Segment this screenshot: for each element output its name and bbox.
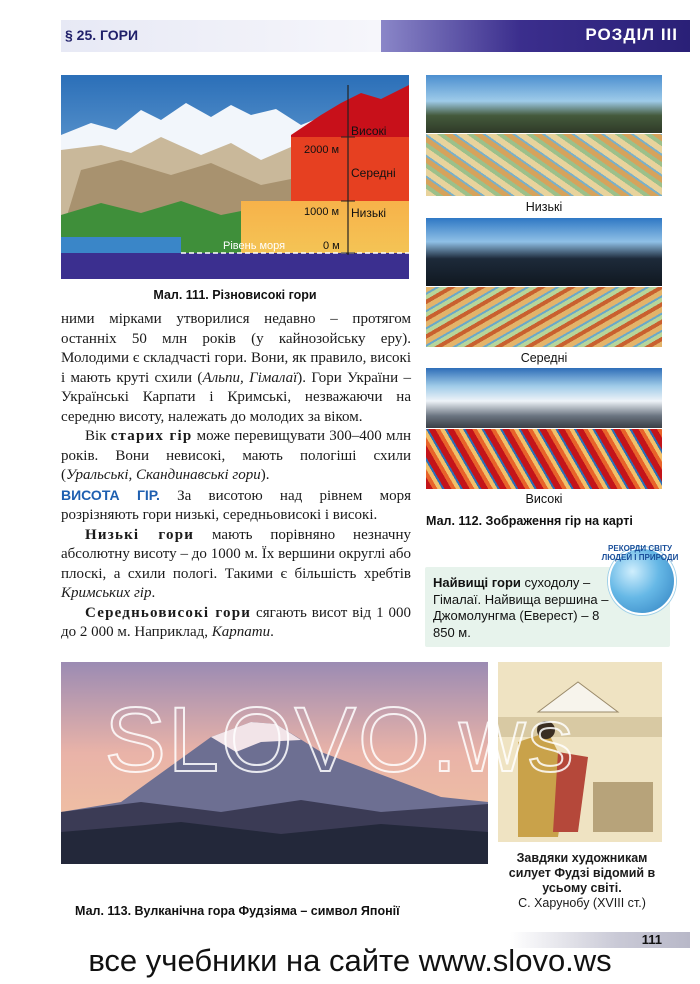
artwork-author: С. Харунобу (XVIII ст.) <box>518 896 646 910</box>
subheading-height: ВИСОТА ГІР. <box>61 486 160 503</box>
header-left-band <box>61 20 381 52</box>
figure-112-caption: Мал. 112. Зображення гір на карті <box>426 514 633 528</box>
paragraph-3: ВИСОТА ГІР. За висотою над рівнем моря розрізняють гори низькі, середньовисокі і високі. <box>61 486 411 523</box>
page-number: 111 <box>641 932 662 947</box>
records-badge: РЕКОРДИ СВІТУ ЛЮДЕЙ І ПРИРОДИ <box>601 544 679 562</box>
main-text <box>61 310 411 643</box>
map-caption-high: Високі <box>525 492 563 506</box>
label-sea-level: Рівень моря <box>223 240 286 252</box>
section-title: § 25. ГОРИ <box>65 27 139 43</box>
label-mid: Середні <box>351 166 396 180</box>
artwork-caption: Завдяки художникам силует Фудзі відомий в усьому світі. С. Харунобу (XVIII ст.) <box>497 851 667 911</box>
paragraph-2: Вік старих гір може перевищувати 300–400 млн років. Вони невисокі, мають пологіші схили (Уральські, Скандинавські гори). <box>61 428 412 483</box>
figure-111-illustration <box>61 75 409 279</box>
term-mid-mountains: Середньовисокі гори <box>85 604 252 621</box>
low-mountains-map <box>426 134 662 196</box>
map-caption-mid: Середні <box>520 351 568 365</box>
records-text: Найвищі гори суходолу – Гімалаї. Найвища вершина – Джомолунгма (Еверест) – 8 850 м. <box>433 575 609 640</box>
watermark-text: SLOVO.ws <box>104 689 576 791</box>
high-mountains-map <box>426 429 662 489</box>
map-caption-low: Низькі <box>525 200 563 214</box>
high-mountains-photo <box>426 368 662 428</box>
records-box <box>425 544 679 650</box>
term-old-mountains: старих гір <box>110 428 193 444</box>
figure-113-caption: Мал. 113. Вулканічна гора Фудзіяма – символ Японії <box>75 904 400 918</box>
paragraph-4: Низькі гори мають порівняно незначну абсолютну висоту – до 1000 м. Їх вершини округлі або плоскі, а схили пологі. Такими є більшість хребтів Кримських гір. <box>61 526 411 601</box>
label-2000m: 2000 м <box>304 144 340 156</box>
chapter-label: РОЗДІЛ III <box>585 25 678 44</box>
site-footer-banner[interactable]: все учебники на сайте www.slovo.ws <box>88 943 612 978</box>
label-0m: 0 м <box>323 240 340 252</box>
label-high: Високі <box>351 124 387 138</box>
page-header <box>61 20 690 52</box>
mid-mountains-map <box>426 287 662 347</box>
low-mountains-photo <box>426 75 662 133</box>
figure-111-caption: Мал. 111. Різновисокі гори <box>153 288 317 302</box>
header-right-band <box>381 20 690 52</box>
term-low-mountains: Низькі гори <box>85 526 195 543</box>
paragraph-5: Середньовисокі гори сягають висот від 1 000 до 2 000 м. Наприклад, Карпати. <box>61 604 411 640</box>
paragraph-1: ними мірками утворилися недавно – протягом останніх 50 млн років (у кайнозойську еру). Молодими є складчасті гори. Вони, як правило, високі і мають круті схили (Альпи, Гімалаї). Гори України – Українські Карпати і Кримські, незважаючи на середню висоту, належать до молодих за віком. <box>61 311 411 425</box>
label-low: Низькі <box>351 206 387 220</box>
mid-mountains-photo <box>426 218 662 286</box>
label-1000m: 1000 м <box>304 206 340 218</box>
